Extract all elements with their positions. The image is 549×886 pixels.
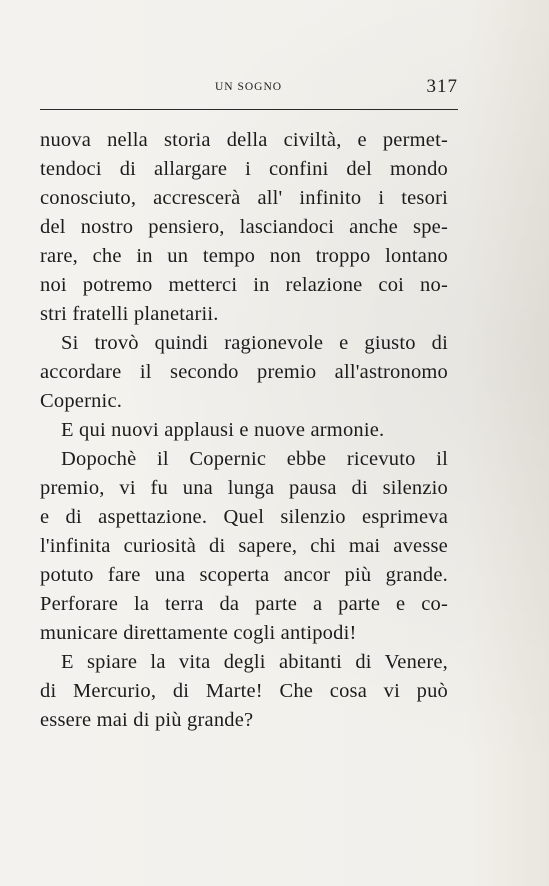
running-title: UN SOGNO [215,81,283,93]
text-line: stri fratelli planetarii. [40,303,219,325]
text-line: Dopochè il Copernic ebbe ricevuto il [61,448,448,470]
text-line: Perforare la terra da parte a parte e co- [40,593,448,615]
running-head [40,76,458,100]
paragraph [40,126,448,329]
text-line: potuto fare una scoperta ancor più grande. [40,564,448,586]
text-line: l'infinita curiosità di sapere, chi mai avesse [40,535,448,557]
body-text [40,126,448,735]
text-line: E qui nuovi applausi e nuove armonie. [61,419,385,441]
paragraph [40,445,448,648]
text-line: e di aspettazione. Quel silenzio esprimeva [40,506,448,528]
text-line: rare, che in un tempo non troppo lontano [40,245,448,267]
text-line: del nostro pensiero, lasciandoci anche spe- [40,216,448,238]
text-line: premio, vi fu una lunga pausa di silenzio [40,477,448,499]
text-line: tendoci di allargare i confini del mondo [40,158,448,180]
text-line: essere mai di più grande? [40,709,254,731]
text-line: nuova nella storia della civiltà, e permet- [40,129,448,151]
text-line: Si trovò quindi ragionevole e giusto di [61,332,448,354]
text-line: conosciuto, accrescerà all' infinito i tesori [40,187,448,209]
text-line: accordare il secondo premio all'astronomo [40,361,448,383]
paragraph [40,329,448,416]
text-line: municare direttamente cogli antipodi! [40,622,357,644]
paragraph [40,648,448,735]
text-line: E spiare la vita degli abitanti di Venere, [61,651,448,673]
page-number: 317 [426,76,458,97]
text-line: Copernic. [40,390,123,412]
header-rule [40,109,458,110]
paragraph [40,416,448,445]
text-line: noi potremo metterci in relazione coi no- [40,274,448,296]
text-line: di Mercurio, di Marte! Che cosa vi può [40,680,448,702]
